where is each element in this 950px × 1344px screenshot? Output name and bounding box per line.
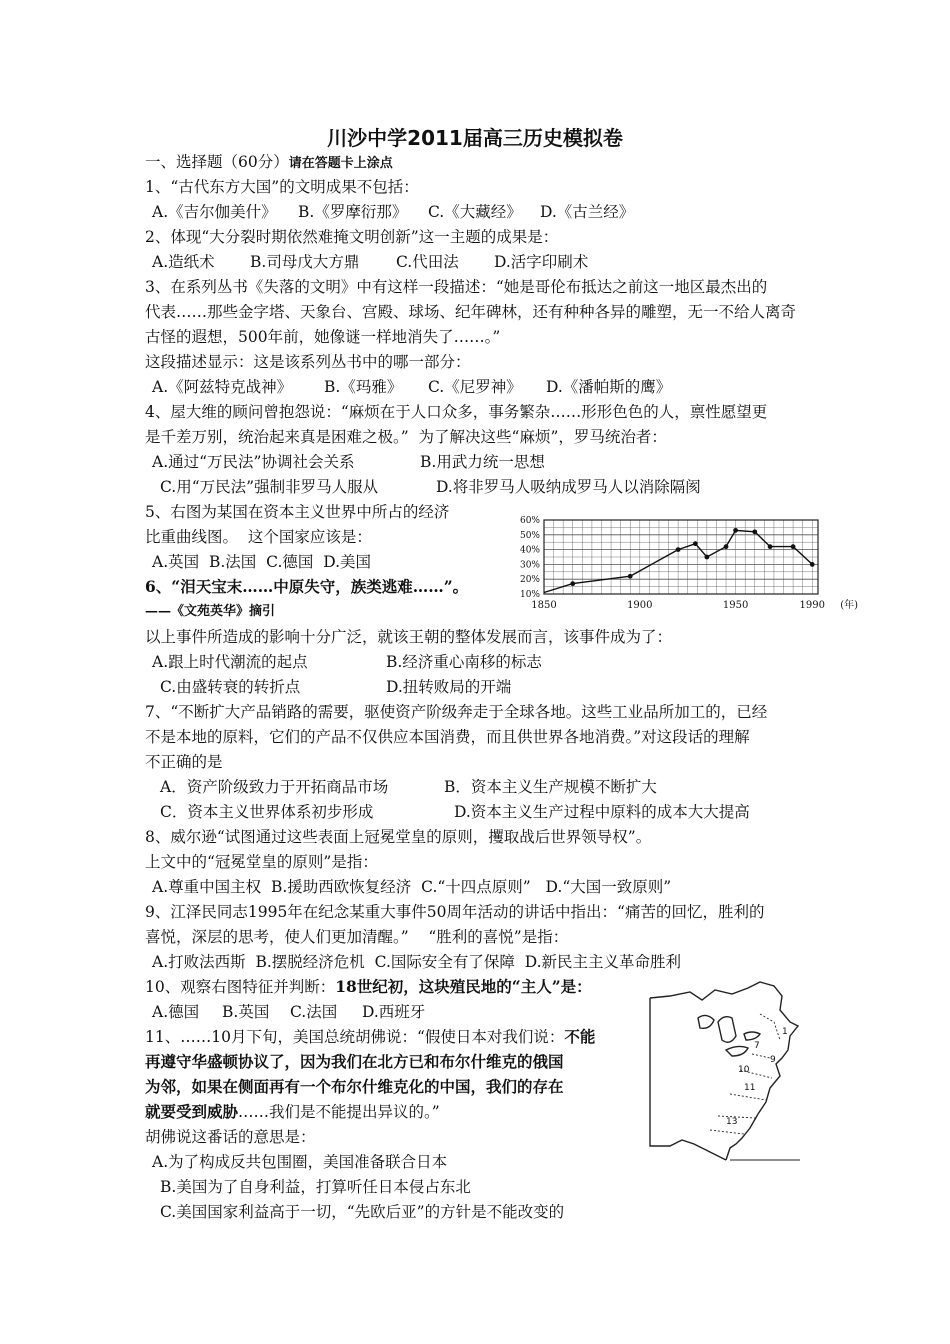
q10-option-b: B.英国 (222, 1003, 270, 1021)
q7-option-d: D.资本主义生产过程中原料的成本大大提高 (454, 803, 750, 821)
chart-data-point (733, 528, 738, 533)
q10-option-c: C.法国 (290, 1003, 338, 1021)
map-outline (650, 982, 798, 1160)
chart-ytick-label: 60% (519, 516, 540, 526)
q6-stem-2: 以上事件所造成的影响十分广泛，就该王朝的整体发展而言，该事件成为了： (145, 628, 673, 646)
q3-option-c: C.《尼罗神》 (428, 378, 522, 396)
chart-data-point (752, 529, 757, 534)
q10-option-d: D.西班牙 (362, 1003, 426, 1021)
map-label-13: 13 (726, 1117, 738, 1127)
q7-option-a: A．资产阶级致力于开拓商品市场 (160, 778, 389, 796)
q11-option-c: C.美国国家利益高于一切，“先欧后亚”的方针是不能改变的 (160, 1203, 565, 1221)
q11-stem-1: 11、……10月下旬，美国总统胡佛说：“假使日本对我们说：不能 (145, 1027, 596, 1046)
chart-xtick-label: 1950 (722, 600, 749, 611)
chart-data-point (724, 544, 729, 549)
q7-stem-2: 不是本地的原料，它们的产品不仅供应本国消费，而且供世界各地消费。”对这段话的理解 (145, 728, 750, 746)
q11-stem-5: 胡佛说这番话的意思是： (145, 1128, 316, 1146)
q3-stem-1: 3、在系列丛书《失落的文明》中有这样一段描述：“她是哥伦布抵达之前这一地区最杰出的 (145, 278, 768, 296)
q6-source: ——《文苑英华》摘引 (145, 604, 276, 619)
page-title: 川沙中学2011届高三历史模拟卷 (327, 126, 623, 150)
q4-option-b: B.用武力统一思想 (420, 453, 545, 471)
q9-stem-2: 喜悦，深层的思考，使人们更加清醒。” “胜利的喜悦”是指： (145, 928, 569, 946)
q2-option-d: D.活字印刷术 (494, 253, 589, 271)
q7-option-b: B．资本主义生产规模不断扩大 (444, 778, 657, 796)
q3-stem-2: 代表……那些金字塔、天象台、宫殿、球场、纪年碑林，还有种种各异的雕塑，无一不给人离奇 (145, 303, 797, 321)
chart-data-point (810, 562, 815, 567)
chart-data-point (628, 574, 633, 579)
q6-option-a: A.跟上时代潮流的起点 (152, 653, 308, 671)
q3-option-d: D.《潘帕斯的鹰》 (546, 378, 672, 396)
q3-stem-4: 这段描述显示：这是该系列丛书中的哪一部分： (145, 353, 471, 371)
q11-option-b: B.美国为了自身利益，打算听任日本侵占东北 (160, 1178, 471, 1196)
q10-stem: 10、观察右图特征并判断：18世纪初，这块殖民地的“主人”是： (145, 977, 592, 996)
chart-ytick-label: 50% (519, 530, 540, 541)
q8-stem-2: 上文中的“冠冕堂皇的原则”是指： (145, 853, 378, 871)
q3-stem-3: 古怪的遐想，500年前，她像谜一样地消失了……。” (145, 328, 501, 346)
q5-options: A.英国 B.法国 C.德国 D.美国 (152, 553, 372, 571)
q2-option-a: A.造纸术 (152, 253, 215, 271)
chart-data-point (693, 541, 698, 546)
map-label-9: 9 (770, 1055, 776, 1065)
q4-stem-1: 4、屋大维的顾问曾抱怨说：“麻烦在于人口众多，事务繁杂……形形色色的人，禀性愿望更 (145, 403, 768, 421)
chart-data-point (704, 555, 709, 560)
q4-option-c: C.用“万民法”强制非罗马人服从 (160, 478, 379, 496)
q4-stem-2: 是千差万别，统治起来真是困难之极。” 为了解决这些“麻烦”，罗马统治者： (145, 428, 667, 446)
q7-option-c: C．资本主义世界体系初步形成 (160, 803, 374, 821)
q4-option-d: D.将非罗马人吸纳成罗马人以消除隔阂 (436, 478, 701, 496)
q6-option-b: B.经济重心南移的标志 (386, 653, 542, 671)
q9-options: A.打败法西斯 B.摆脱经济危机 C.国际安全有了保障 D.新民主主义革命胜利 (152, 953, 682, 971)
map-label-7: 7 (754, 1041, 760, 1051)
q7-stem-1: 7、“不断扩大产品销路的需要，驱使资产阶级奔走于全球各地。这些工业品所加工的，已经 (145, 703, 768, 721)
q1-option-b: B.《罗摩衍那》 (298, 203, 408, 221)
map-label-1: 1 (782, 1027, 788, 1037)
q1-option-c: C.《大藏经》 (428, 203, 522, 221)
chart-ytick-label: 30% (519, 560, 540, 571)
q3-option-a: A.《阿兹特克战神》 (152, 378, 293, 396)
q2-option-c: C.代田法 (396, 253, 459, 271)
chart-xunit-label: (年) (840, 600, 859, 611)
q6-option-d: D.扭转败局的开端 (386, 678, 512, 696)
q11-stem-2: 再遵守华盛顿协议了，因为我们在北方已和布尔什维克的俄国 (145, 1052, 564, 1071)
q10-option-a: A.德国 (152, 1003, 200, 1021)
q8-stem-1: 8、威尔逊“试图通过这些表面上冠冕堂皇的原则，攫取战后世界领导权”。 (145, 828, 652, 846)
chart-xtick-label: 1990 (799, 600, 825, 611)
section-heading: 一、选择题（60分）请在答题卡上涂点 (145, 153, 393, 171)
q8-options: A.尊重中国主权 B.援助西欧恢复经济 C.“十四点原则” D.“大国一致原则” (152, 878, 672, 896)
q1-stem: 1、“古代东方大国”的文明成果不包括： (145, 178, 419, 196)
q2-option-b: B.司母戊大方鼎 (250, 253, 360, 271)
chart-data-point (768, 544, 773, 549)
q1-option-d: D.《古兰经》 (540, 203, 635, 221)
q1-option-a: A.《吉尔伽美什》 (152, 203, 277, 221)
q11-stem-3: 为邻，如果在侧面再有一个布尔什维克化的中国，我们的存在 (145, 1077, 564, 1096)
colonial-map (640, 978, 820, 1163)
q9-stem-1: 9、江泽民同志1995年在纪念某重大事件50周年活动的讲话中指出：“痛苦的回忆，胜利的 (145, 903, 765, 921)
chart-xtick-label: 1900 (627, 600, 653, 611)
q4-option-a: A.通过“万民法”协调社会关系 (152, 453, 355, 471)
chart-data-point (791, 544, 796, 549)
chart-xtick-label: 1850 (531, 600, 557, 611)
chart-ytick-label: 40% (519, 545, 540, 556)
q3-option-b: B.《玛雅》 (324, 378, 403, 396)
q11-option-a: A.为了构成反共包围圈，美国准备联合日本 (152, 1153, 448, 1171)
economic-share-chart (508, 508, 859, 618)
map-label-11: 11 (744, 1083, 756, 1093)
q6-stem: 6、“泪天宝末……中原失守，族类逃难……”。 (145, 577, 469, 596)
q11-stem-4: 就要受到威胁……我们是不能提出异议的。” (145, 1102, 440, 1121)
q2-stem: 2、体现“大分裂时期依然难掩文明创新”这一主题的成果是： (145, 228, 559, 246)
chart-ytick-label: 20% (519, 575, 540, 586)
q5-stem-1: 5、右图为某国在资本主义世界中所占的经济 (145, 503, 450, 521)
chart-data-point (676, 547, 681, 552)
q6-option-c: C.由盛转衰的转折点 (160, 678, 301, 696)
q7-stem-3: 不正确的是 (145, 753, 223, 771)
chart-ytick-label: 10% (519, 590, 540, 600)
q5-stem-2: 比重曲线图。 这个国家应该是： (145, 528, 372, 546)
map-label-10: 10 (738, 1065, 750, 1075)
chart-data-point (570, 581, 575, 586)
